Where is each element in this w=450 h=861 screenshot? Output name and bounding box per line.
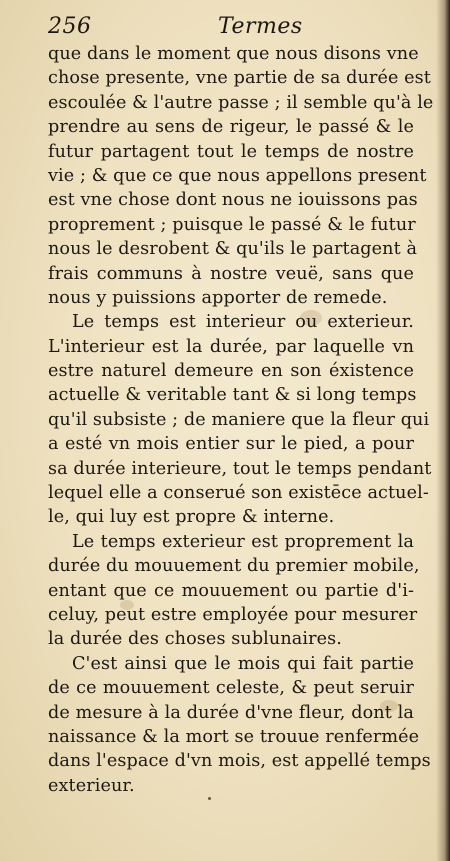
text-line: dans l'espace d'vn mois, est appellé temps xyxy=(48,751,431,772)
ink-dot xyxy=(208,797,211,800)
text-line: lequel elle a conserué son existēce actuel- xyxy=(48,483,429,504)
text-line: sa durée interieure, tout le temps pendant xyxy=(48,458,432,479)
text-line: qu'il subsiste ; de maniere que la fleur qui xyxy=(48,409,430,430)
text-line: C'est ainsi que le mois qui fait partie xyxy=(72,653,414,674)
text-line: prendre au sens de rigeur, le passé & le xyxy=(48,117,414,138)
text-line: durée du mouuement du premier mobile, xyxy=(48,556,420,577)
running-head: Termes xyxy=(218,14,303,39)
text-line: vie ; & que ce que nous appellons present xyxy=(48,165,427,186)
text-line: entant que ce mouuement ou partie d'i- xyxy=(48,580,414,601)
text-line: L'interieur est la durée, par laquelle vn xyxy=(48,336,414,357)
text-line: que dans le moment que nous disons vne xyxy=(48,44,419,64)
page-number: 256 xyxy=(48,14,92,39)
text-line: Le temps est interieur ou exterieur. xyxy=(72,312,414,333)
text-line: estre naturel demeure en son éxistence xyxy=(48,361,414,382)
text-line: est vne chose dont nous ne iouissons pas xyxy=(48,190,418,211)
text-line: actuelle & veritable tant & si long temps xyxy=(48,385,417,406)
text-line: nous y puissions apporter de remede. xyxy=(48,287,388,308)
page-header xyxy=(48,14,418,44)
text-line: a esté vn mois entier sur le pied, a pour xyxy=(48,434,414,455)
text-line: chose presente, vne partie de sa durée est xyxy=(48,68,431,89)
text-line: proprement ; puisque le passé & le futur xyxy=(48,214,416,235)
text-line: de mesure à la durée d'vne fleur, dont la xyxy=(48,702,414,723)
text-line: naissance & la mort se trouue renfermée xyxy=(48,726,420,747)
text-line: frais communs à nostre veuë, sans que xyxy=(48,263,414,284)
text-line: Le temps exterieur est proprement la xyxy=(72,531,414,552)
text-line: nous le desrobent & qu'ils le partagent à xyxy=(48,239,418,260)
text-line: celuy, peut estre employée pour mesurer xyxy=(48,604,418,625)
body-text xyxy=(48,42,434,798)
text-line: escoulée & l'autre passe ; il semble qu'à le xyxy=(48,92,434,113)
text-line: futur partagent tout le temps de nostre xyxy=(48,141,414,162)
text-line: le, qui luy est propre & interne. xyxy=(48,507,335,528)
text-line: exterieur. xyxy=(48,775,135,796)
text-line: de ce mouuement celeste, & peut seruir xyxy=(48,678,414,699)
text-line: la durée des choses sublunaires. xyxy=(48,629,342,650)
